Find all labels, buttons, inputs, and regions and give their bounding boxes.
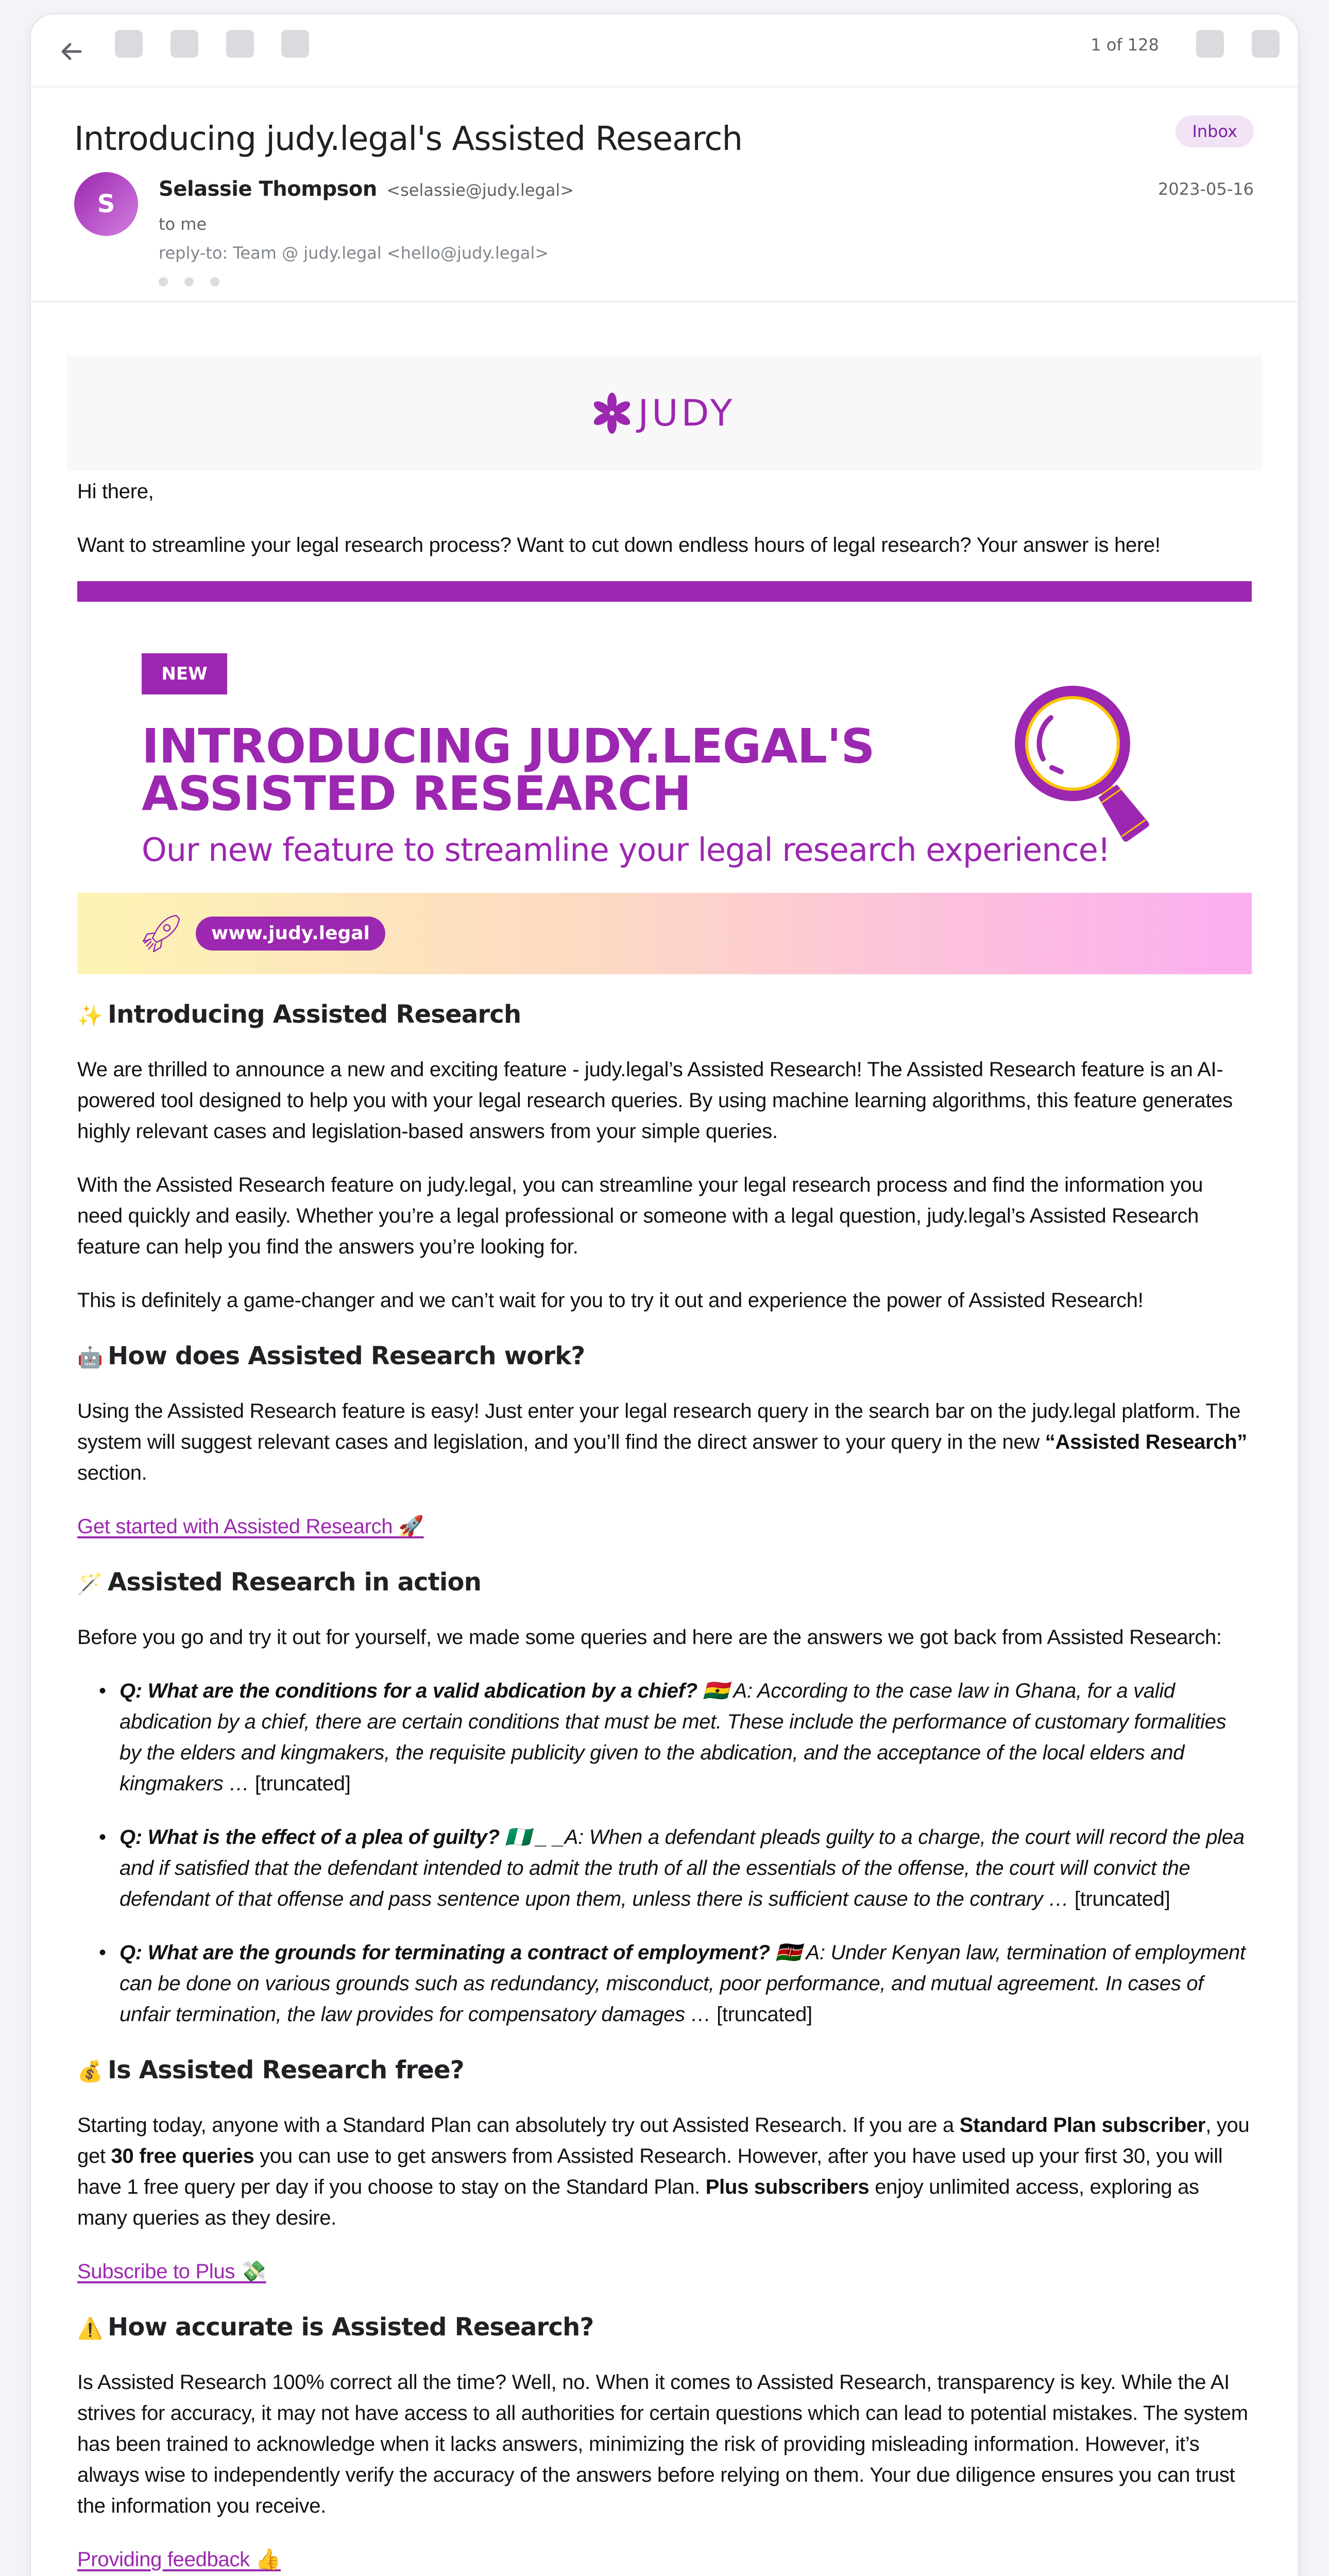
toolbar (31, 14, 1298, 88)
question: Q: What are the conditions for a valid abdication by a chief? (120, 1680, 697, 1702)
warning-icon: ⚠️ (77, 2317, 103, 2341)
answer: A: Under Kenyan law, termination of employment can be done on various grounds such as redundancy, misconduct, poor performance, and mutual agreement. In cases of unfair termination, the law provides for compensatory damages … (120, 1941, 1246, 2026)
report-spam-button[interactable] (171, 30, 198, 58)
heading-text: How accurate is Assisted Research? (108, 2313, 594, 2342)
email-body (67, 355, 1262, 2576)
arrow-left-icon[interactable] (60, 41, 83, 62)
get-started-link[interactable]: Get started with Assisted Research 🚀 (77, 1515, 424, 1538)
archive-button[interactable] (115, 30, 143, 58)
text: , you get (77, 2114, 1250, 2167)
truncated-marker: [truncated] (254, 1772, 351, 1795)
nigeria-flag-icon: 🇳🇬 (505, 1826, 531, 1849)
question: Q: What is the effect of a plea of guilty? (120, 1826, 500, 1849)
section-heading-accuracy (77, 2312, 1252, 2344)
section-heading-introducing (77, 999, 1252, 1031)
paragraph: Is Assisted Research 100% correct all the time? Well, no. When it comes to Assisted Research, transparency is key. While the AI strives for accuracy, it may not have access to all authorities for certain questions which can lead to potential mistakes. The system has been trained to acknowledge when it lacks answers, minimizing the risk of providing misleading information. However, it’s always wise to independently verify the accuracy of the answers before relying on them. Your due diligence ensures you can trust the information you receive. (77, 2371, 1248, 2517)
dot-icon (184, 277, 194, 286)
newer-button[interactable] (1196, 30, 1224, 58)
dot-icon (210, 277, 219, 286)
logo-header (67, 355, 1262, 471)
sender-name: Selassie Thompson (159, 177, 377, 201)
judy-logo-text: JUDY (638, 392, 736, 434)
paragraph: Before you go and try it out for yourself, we made some queries and here are the answers we got back from Assisted Research: (77, 1626, 1222, 1649)
paragraph: We are thrilled to announce a new and exciting feature - judy.legal’s Assisted Research! The Assisted Research feature is an AI-powered tool designed to help you with your legal research queries. By using machine learning algorithms, this feature generates highly relevant cases and legislation-based answers from your simple queries. (77, 1058, 1233, 1143)
email-date: 2023-05-16 (1158, 179, 1254, 199)
intro-paragraph: Want to streamline your legal research process? Want to cut down endless hours of legal research? Your answer is here! (77, 534, 1161, 556)
ghana-flag-icon: 🇬🇭 (703, 1680, 729, 1702)
mark-unread-button[interactable] (281, 30, 309, 58)
banner-headline-line-1: INTRODUCING JUDY.LEGAL'S (142, 719, 875, 774)
rocket-icon (139, 912, 182, 956)
older-button[interactable] (1252, 30, 1280, 58)
paragraph: With the Assisted Research feature on judy.legal, you can streamline your legal research process and find the information you need quickly and easily. Whether you’re a legal professional or someone with a legal question, judy.legal’s Assisted Research feature can help you find the answers you’re looking for. (77, 1174, 1203, 1258)
truncated-marker: [truncated] (717, 2003, 812, 2026)
section-heading-free (77, 2055, 1252, 2087)
sparkles-icon: ✨ (77, 1004, 103, 1028)
text: you can use to get answers from Assisted Research. However, after you have used up your first 30, you will have 1 free query per day if you choose to stay on the Standard Plan. (77, 2145, 1223, 2198)
new-tag: NEW (142, 653, 227, 694)
qa-item (99, 1675, 1252, 1799)
text: Using the Assisted Research feature is easy! Just enter your legal research query in the search bar on the judy.legal platform. The system will suggest relevant cases and legislation, and you’ll find the direct answer to your query in the new (77, 1400, 1241, 1453)
text: enjoy unlimited access, exploring as many queries as they desire. (77, 2176, 1199, 2229)
email-viewer (31, 14, 1298, 2576)
pager-count: 1 of 128 (1091, 35, 1159, 55)
email-subject: Introducing judy.legal's Assisted Research (74, 120, 742, 158)
feature-banner (77, 581, 1252, 974)
feedback-link[interactable]: Providing feedback 👍 (77, 2548, 281, 2571)
heading-text: How does Assisted Research work? (108, 1342, 585, 1370)
sender-line (159, 177, 574, 201)
website-link[interactable]: www.judy.legal (196, 917, 385, 951)
answer: _ _A: When a defendant pleads guilty to a charge, the court will record the plea and if satisfied that the defendant intended to admit the truth of all the essentials of the offense, the court will convict the defendant of that offense and pass sentence upon them, unless there is sufficient cause to the contrary … (120, 1826, 1245, 1910)
kenya-flag-icon: 🇰🇪 (775, 1941, 802, 1964)
truncated-marker: [truncated] (1074, 1888, 1170, 1910)
answer: A: According to the case law in Ghana, for a valid abdication by a chief, there are certain conditions that must be met. These include the performance of customary formalities by the elders and kingmakers, the requisite publicity given to the abdication, and the acceptance of the local elders and kingmakers … (120, 1680, 1226, 1795)
banner-headline-line-2: ASSISTED RESEARCH (142, 766, 691, 821)
qa-item (99, 1822, 1252, 1914)
sender-email: <selassie@judy.legal> (386, 180, 574, 200)
sender-avatar: S (74, 172, 138, 236)
judy-flower-icon (594, 393, 630, 434)
bold-text: Standard Plan subscriber (959, 2114, 1206, 2137)
magic-wand-icon: 🪄 (77, 1572, 103, 1596)
heading-text: Is Assisted Research free? (108, 2056, 464, 2084)
banner-headline (142, 719, 875, 821)
subscribe-plus-link[interactable]: Subscribe to Plus 💸 (77, 2260, 266, 2283)
inbox-label-badge[interactable]: Inbox (1175, 115, 1254, 147)
email-content (67, 471, 1262, 561)
section-heading-how-it-works (77, 1341, 1252, 1373)
question: Q: What are the grounds for terminating a contract of employment? (120, 1941, 770, 1964)
bold-text: “Assisted Research” (1045, 1431, 1248, 1453)
robot-icon: 🤖 (77, 1346, 103, 1369)
banner-subtitle: Our new feature to streamline your legal research experience! (142, 831, 1110, 869)
text: Starting today, anyone with a Standard Plan can absolutely try out Assisted Research. If you are a (77, 2114, 960, 2137)
qa-item (99, 1937, 1252, 2030)
paragraph: This is definitely a game-changer and we can’t wait for you to try it out and experience the power of Assisted Research! (77, 1289, 1144, 1312)
heading-text: Introducing Assisted Research (108, 1000, 521, 1029)
greeting: Hi there, (77, 480, 154, 503)
section-heading-in-action (77, 1567, 1252, 1599)
heading-text: Assisted Research in action (108, 1568, 482, 1597)
banner-main (77, 602, 1252, 893)
text: section. (77, 1462, 147, 1484)
recipient-line[interactable]: to me (159, 214, 207, 234)
dot-icon (159, 277, 168, 286)
divider (31, 301, 1298, 302)
banner-top-bar (77, 581, 1252, 602)
paragraph (77, 2110, 1252, 2233)
reply-to-line: reply-to: Team @ judy.legal <hello@judy.legal> (159, 243, 549, 263)
bold-text: Plus subscribers (705, 2176, 870, 2198)
email-sections (67, 999, 1262, 2576)
bold-text: 30 free queries (111, 2145, 254, 2167)
paragraph (77, 1396, 1252, 1488)
banner-url-strip (77, 893, 1252, 974)
qa-list (77, 1675, 1252, 2030)
delete-button[interactable] (226, 30, 254, 58)
money-bag-icon: 💰 (77, 2060, 103, 2083)
show-trimmed-button[interactable] (159, 277, 219, 286)
magnifier-icon (994, 669, 1180, 854)
